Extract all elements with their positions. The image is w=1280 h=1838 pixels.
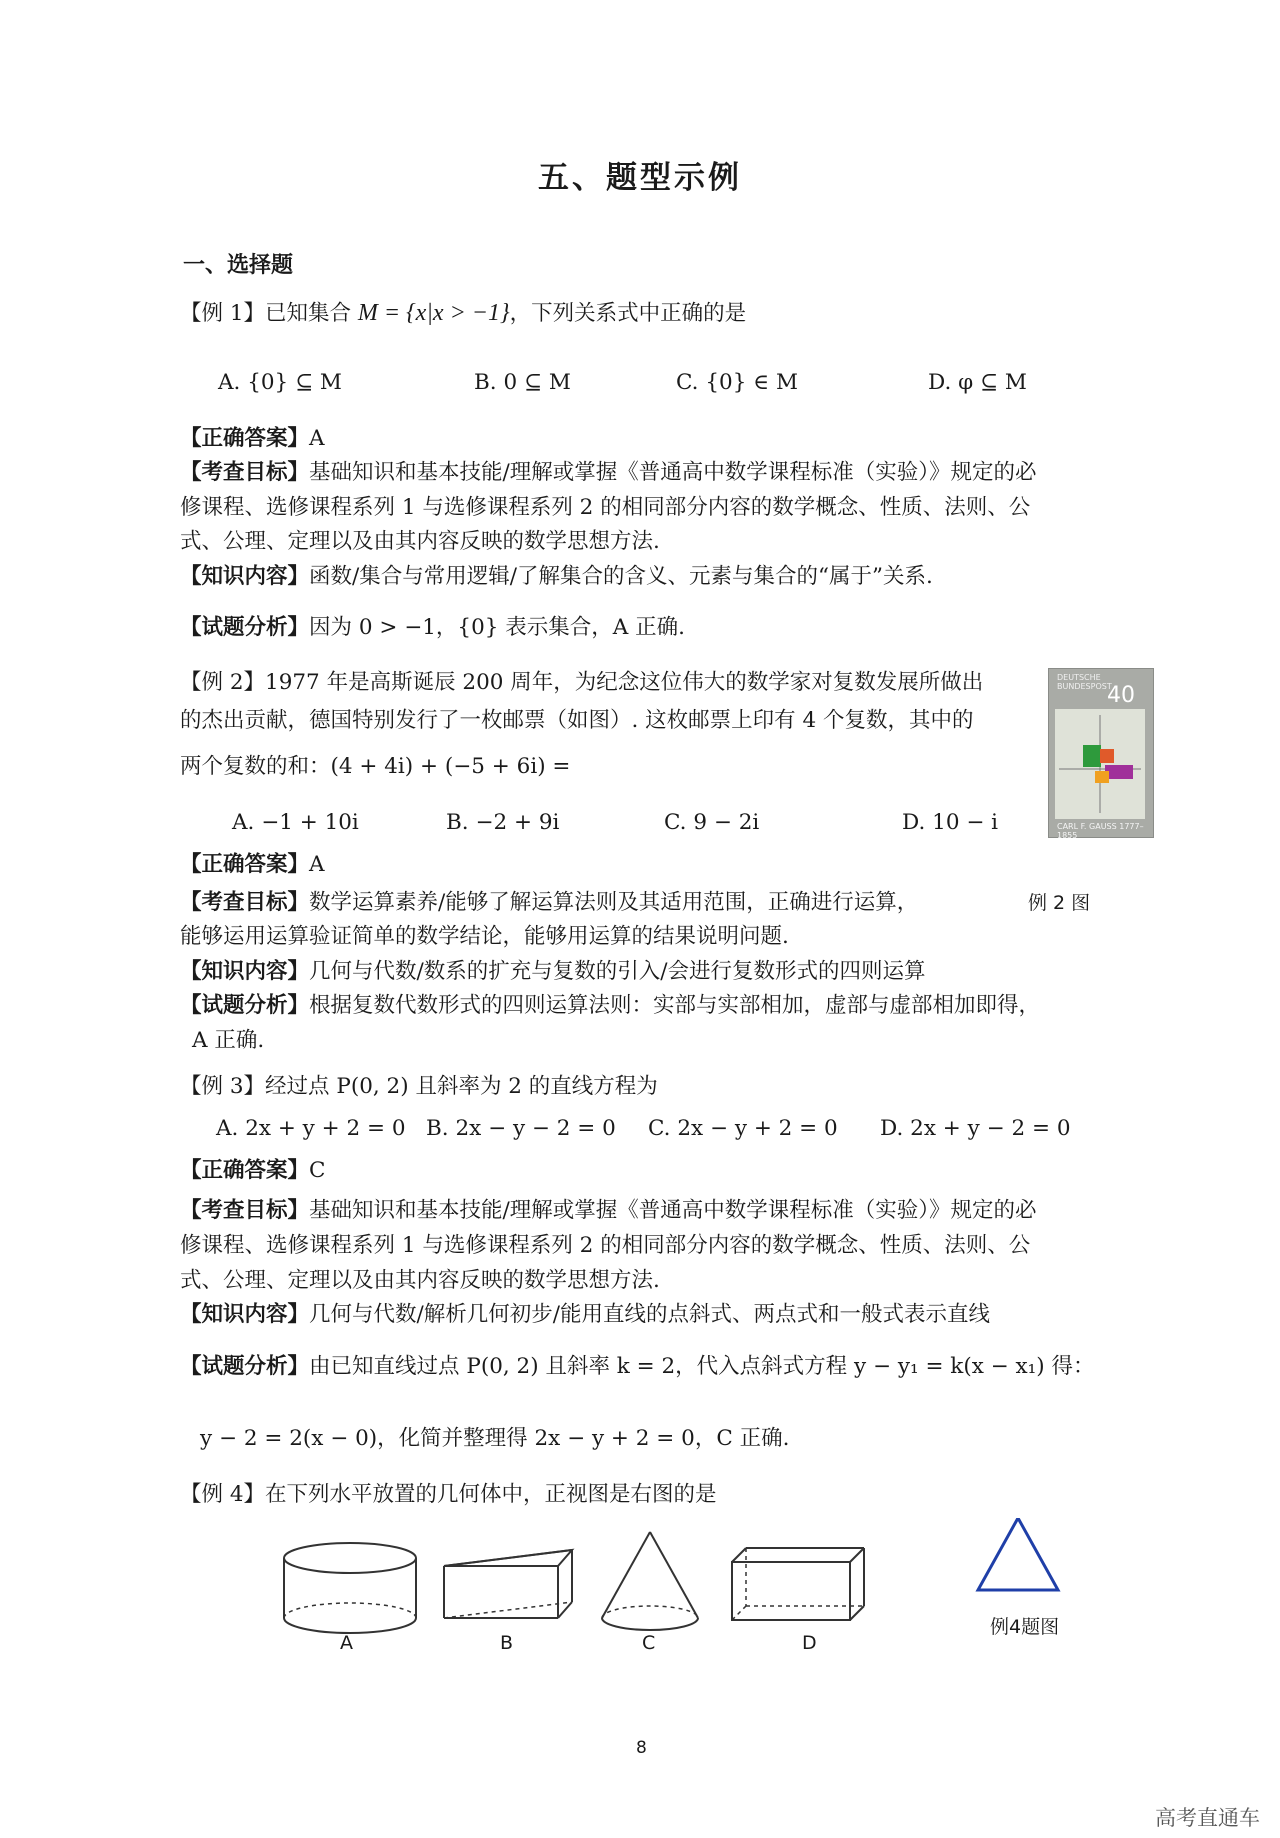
stamp-green-square: [1083, 745, 1101, 767]
ex2-stem-2: 的杰出贡献，德国特别发行了一枚邮票（如图）. 这枚邮票上印有 4 个复数，其中的: [180, 708, 974, 733]
ex1-goal-2: 修课程、选修课程系列 1 与选修课程系列 2 的相同部分内容的数学概念、性质、法则、公: [180, 495, 1031, 520]
ex4-stem: [180, 1480, 717, 1510]
ex3-option-a: A. 2x + y + 2 = 0: [216, 1116, 406, 1141]
ex3-analysis-2: y − 2 = 2(x − 0)，化简并整理得 2x − y + 2 = 0，C 正确.: [200, 1426, 790, 1451]
watermark-text: 高考直通车: [1155, 1806, 1260, 1830]
ex3-stem: [180, 1072, 658, 1102]
ex2-option-b: B. −2 + 9i: [446, 810, 560, 835]
front-view-triangle: [978, 1518, 1058, 1590]
shape-label-a: A: [340, 1632, 353, 1654]
ex4-stem-text: 在下列水平放置的几何体中，正视图是右图的是: [265, 1482, 717, 1507]
ex2-answer: [180, 850, 325, 880]
ex1-content-label: 【知识内容】: [180, 564, 310, 589]
ex1-stem: [180, 298, 746, 329]
ex1-set: M = {x|x > −1}: [357, 300, 510, 326]
ex3-content-text: 几何与代数/解析几何初步/能用直线的点斜式、两点式和一般式表示直线: [309, 1302, 991, 1327]
shape-label-b: B: [500, 1632, 514, 1654]
stamp-footer: CARL F. GAUSS 1777–1855: [1057, 822, 1144, 840]
stamp-graphic: [1055, 709, 1145, 819]
ex2-content: [180, 957, 926, 987]
ex1-content-text: 函数/集合与常用逻辑/了解集合的含义、元素与集合的“属于”关系.: [309, 564, 933, 589]
cone-shape: [602, 1532, 698, 1630]
ex2-goal-label: 【考查目标】: [180, 890, 310, 915]
ex1-answer-value: A: [309, 426, 325, 451]
ex3-content: [180, 1300, 990, 1330]
ex4-figure-caption: 例4题图: [990, 1616, 1060, 1638]
page-title: 五、题型示例: [538, 160, 742, 196]
ex3-answer-value: C: [309, 1158, 326, 1183]
ex3-goal-text: 基础知识和基本技能/理解或掌握《普通高中数学课程标准（实验）》规定的必: [309, 1198, 1037, 1223]
ex3-option-b: B. 2x − y − 2 = 0: [426, 1116, 616, 1141]
ex2-content-text: 几何与代数/数系的扩充与复数的引入/会进行复数形式的四则运算: [309, 959, 926, 984]
ex1-content: [180, 562, 933, 592]
ex3-analysis-text: 由已知直线过点 P(0, 2) 且斜率 k = 2，代入点斜式方程 y − y₁ = k(x − x₁) 得：: [309, 1354, 1095, 1379]
ex1-analysis: [180, 613, 685, 643]
box-shape: [732, 1548, 864, 1620]
ex1-goal-3: 式、公理、定理以及由其内容反映的数学思想方法.: [180, 529, 660, 554]
ex2-analysis-2: A 正确.: [192, 1028, 265, 1053]
ex2-option-a: A. −1 + 10i: [232, 810, 359, 835]
ex2-answer-value: A: [309, 852, 325, 877]
ex3-goal-3: 式、公理、定理以及由其内容反映的数学思想方法.: [180, 1268, 660, 1293]
ex3-goal-2: 修课程、选修课程系列 1 与选修课程系列 2 的相同部分内容的数学概念、性质、法则、公: [180, 1233, 1031, 1258]
ex1-option-a: A. {0} ⊆ M: [218, 370, 342, 395]
page-number: 8: [636, 1738, 647, 1758]
ex3-label: 【例 3】: [180, 1074, 266, 1099]
ex2-analysis-text: 根据复数代数形式的四则运算法则：实部与实部相加，虚部与虚部相加即得，: [309, 993, 1041, 1018]
ex1-answer-label: 【正确答案】: [180, 426, 310, 451]
ex1-analysis-label: 【试题分析】: [180, 615, 310, 640]
ex1-option-b: B. 0 ⊆ M: [474, 370, 571, 395]
shape-label-d: D: [802, 1632, 817, 1654]
prism-shape: [444, 1550, 572, 1618]
section-heading: 一、选择题: [183, 253, 294, 278]
ex3-answer-label: 【正确答案】: [180, 1158, 310, 1183]
stamp-header: DEUTSCHE BUNDESPOST: [1057, 673, 1112, 691]
ex2-goal-1: [180, 888, 918, 918]
ex3-analysis-label: 【试题分析】: [180, 1354, 310, 1379]
stamp-purple-rect: [1105, 765, 1133, 779]
ex3-stem-text: 经过点 P(0, 2) 且斜率为 2 的直线方程为: [265, 1074, 658, 1099]
ex2-stem-1: [180, 668, 983, 698]
ex2-option-d: D. 10 − i: [902, 810, 999, 835]
ex1-stem-b: ，下列关系式中正确的是: [509, 301, 747, 326]
ex2-analysis-label: 【试题分析】: [180, 993, 310, 1018]
ex1-stem-a: 已知集合: [265, 301, 352, 326]
stamp-plane: [1055, 709, 1145, 819]
ex1-goal-1: [180, 458, 1037, 488]
ex1-goal-text: 基础知识和基本技能/理解或掌握《普通高中数学课程标准（实验）》规定的必: [309, 460, 1037, 485]
ex3-option-d: D. 2x + y − 2 = 0: [880, 1116, 1071, 1141]
ex3-content-label: 【知识内容】: [180, 1302, 310, 1327]
ex1-goal-label: 【考查目标】: [180, 460, 310, 485]
ex2-label: 【例 2】: [180, 670, 266, 695]
stamp-red-square: [1100, 749, 1114, 763]
ex2-analysis-1: [180, 991, 1040, 1021]
ex4-label: 【例 4】: [180, 1482, 266, 1507]
ex3-analysis-1: [180, 1352, 1094, 1382]
shape-label-c: C: [642, 1632, 656, 1654]
ex2-figure-caption: 例 2 图: [1028, 892, 1091, 914]
stamp-orange-square: [1095, 771, 1109, 783]
gauss-stamp-image: [1048, 668, 1154, 838]
ex1-option-d: D. φ ⊆ M: [928, 370, 1027, 395]
stamp-value: 40: [1107, 683, 1135, 708]
ex2-answer-label: 【正确答案】: [180, 852, 310, 877]
ex1-label: 【例 1】: [180, 301, 266, 326]
ex2-content-label: 【知识内容】: [180, 959, 310, 984]
ex2-goal-text: 数学运算素养/能够了解运算法则及其适用范围，正确进行运算，: [309, 890, 919, 915]
ex2-goal-2: 能够运用运算验证简单的数学结论，能够用运算的结果说明问题.: [180, 924, 789, 949]
ex1-analysis-text: 因为 0 > −1，{0} 表示集合，A 正确.: [309, 615, 685, 640]
ex2-stem-text: 1977 年是高斯诞辰 200 周年，为纪念这位伟大的数学家对复数发展所做出: [265, 670, 984, 695]
ex2-option-c: C. 9 − 2i: [664, 810, 760, 835]
ex1-answer: [180, 424, 325, 454]
cylinder-shape: [284, 1543, 416, 1633]
ex3-goal-1: [180, 1196, 1037, 1226]
ex4-figures: [270, 1518, 1130, 1678]
ex3-answer: [180, 1156, 325, 1186]
ex3-goal-label: 【考查目标】: [180, 1198, 310, 1223]
ex3-option-c: C. 2x − y + 2 = 0: [648, 1116, 838, 1141]
ex2-stem-3: 两个复数的和：(4 + 4i) + (−5 + 6i) =: [180, 754, 571, 779]
ex1-option-c: C. {0} ∈ M: [676, 370, 798, 395]
